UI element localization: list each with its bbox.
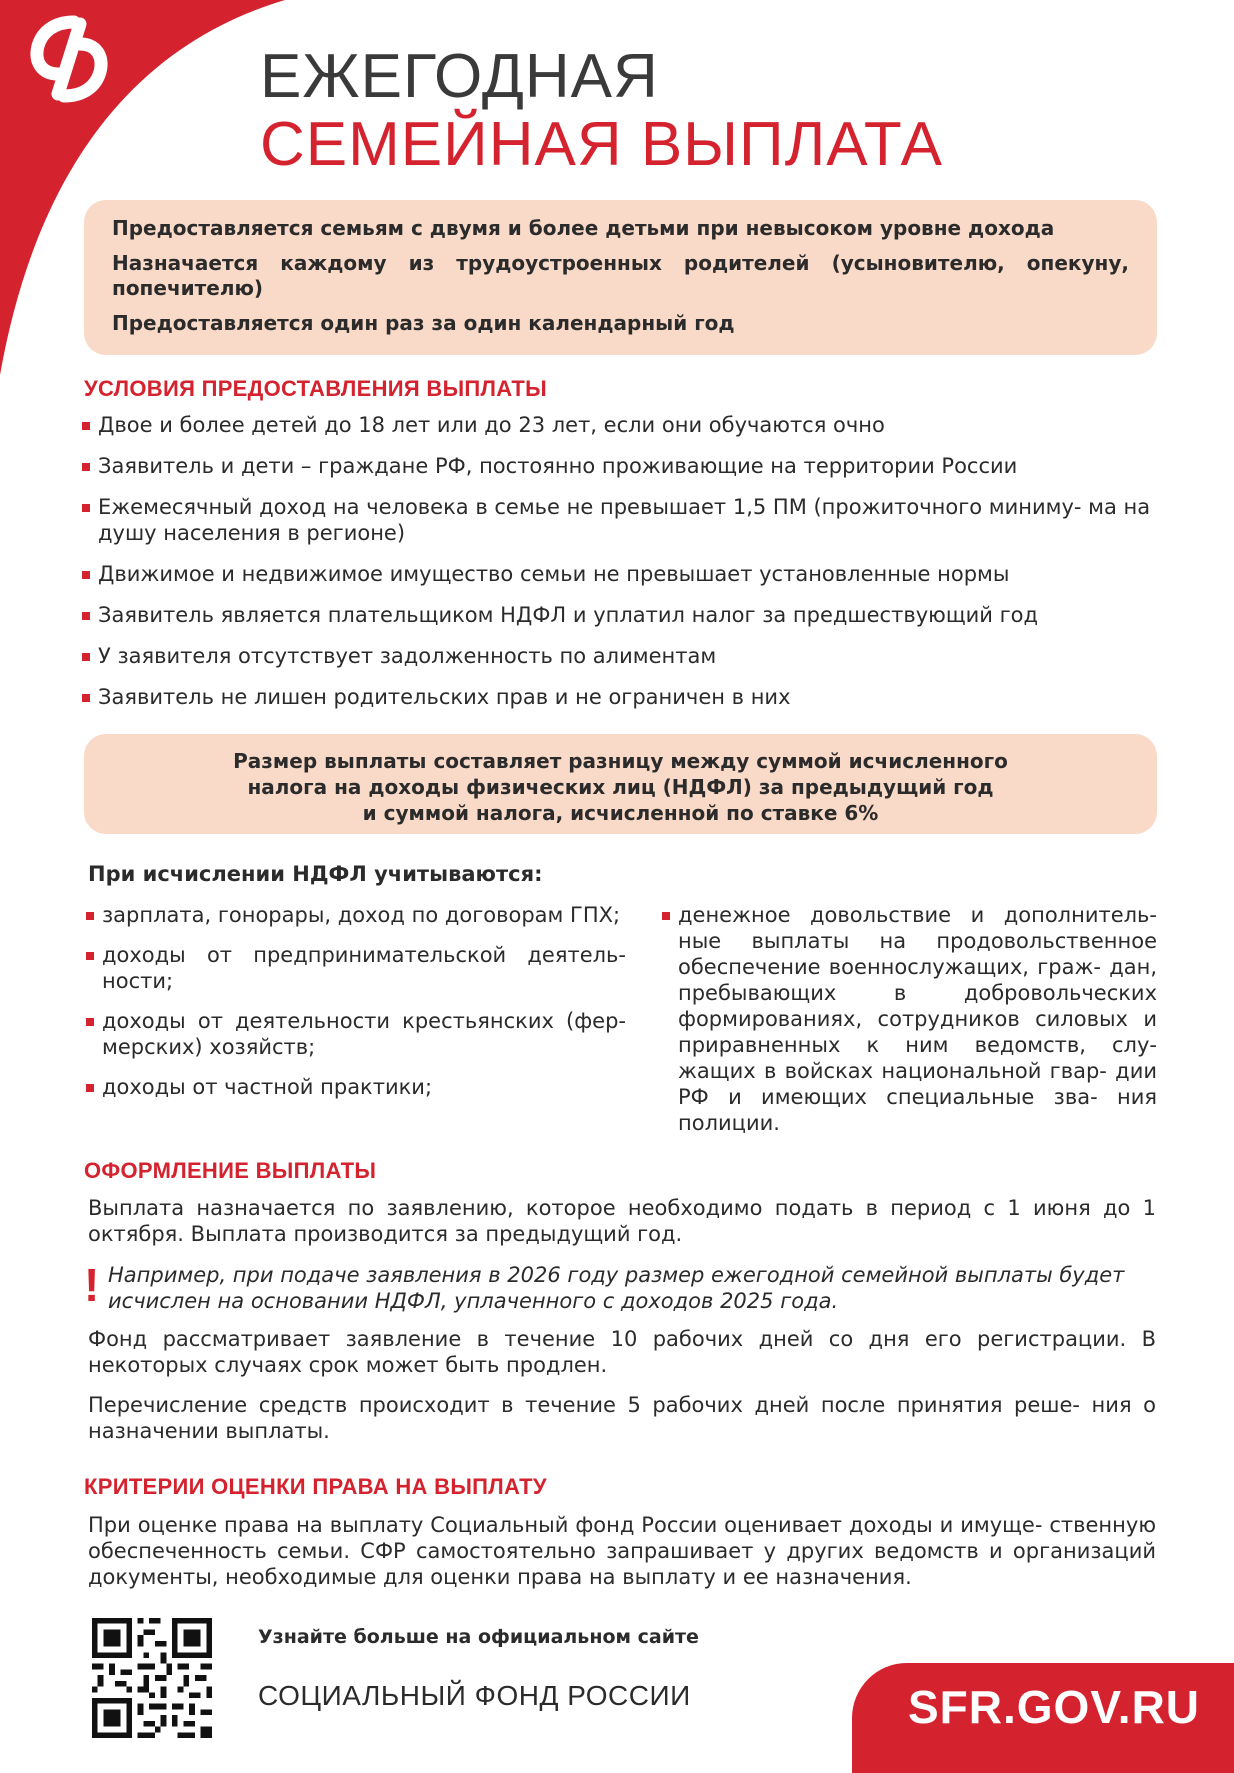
amount-text: и суммой налога, исчисленной по ставке 6% <box>362 801 879 825</box>
condition-text: Движимое и недвижимое имущество семьи не превышает установленные нормы <box>98 562 1010 586</box>
list-item <box>82 643 1162 669</box>
list-item <box>82 602 1162 628</box>
amount-panel <box>84 734 1157 834</box>
bullet-icon <box>82 571 90 579</box>
intro-text: Предоставляется семьям с двумя и более детьми при невысоком уровне дохода <box>112 216 1055 240</box>
list-item <box>82 684 1162 710</box>
bullet-icon <box>86 1084 94 1092</box>
list-item <box>86 942 626 994</box>
intro-text: Назначается каждому из трудоустроенных родителей (усыновителю, опекуну, попечителю) <box>112 251 1129 300</box>
sfr-logo-icon <box>14 14 124 104</box>
list-item <box>86 1008 626 1060</box>
registration-text: Выплата назначается по заявлению, которое необходимо подать в период с 1 июня до 1 октября. Выплата производится за предыдущий год. <box>88 1196 1156 1246</box>
qr-code-icon[interactable] <box>92 1618 212 1738</box>
criteria-text: При оценке права на выплату Социальный фонд России оценивает доходы и имуще- ственную обеспеченность семьи. СФР самостоятельно запрашивает у других ведомств и организаций документы, необходимые для оценки права на выплату и ее назначения. <box>88 1513 1156 1589</box>
amount-text: налога на доходы физических лиц (НДФЛ) за предыдущий год <box>247 775 994 799</box>
registration-heading: ОФОРМЛЕНИЕ ВЫПЛАТЫ <box>84 1158 377 1183</box>
title-line-2: СЕМЕЙНАЯ ВЫПЛАТА <box>260 110 943 179</box>
bullet-icon <box>662 912 670 920</box>
income-text: денежное довольствие и дополнитель- ные выплаты на продовольственное обеспечение военнослужащих, граж- дан, пребывающих в добровольческих формированиях, сотрудников силовых и приравненных к ним ведомств, слу- жащих в войсках национальной гвар- дии РФ и имеющих специальные зва- ния полиции. <box>678 903 1157 1135</box>
title-line-1: ЕЖЕГОДНАЯ <box>260 42 659 111</box>
list-item <box>82 494 1158 546</box>
bullet-icon <box>86 912 94 920</box>
bullet-icon <box>86 952 94 960</box>
income-text: зарплата, гонорары, доход по договорам ГПХ; <box>102 903 621 927</box>
criteria-heading: КРИТЕРИИ ОЦЕНКИ ПРАВА НА ВЫПЛАТУ <box>84 1474 547 1499</box>
bullet-icon <box>86 1018 94 1026</box>
condition-text: Заявитель является плательщиком НДФЛ и уплатил налог за предшествующий год <box>98 603 1038 627</box>
bullet-icon <box>82 612 90 620</box>
intro-text: Предоставляется один раз за один календарный год <box>112 311 735 335</box>
bullet-icon <box>82 422 90 430</box>
website-link[interactable]: SFR.GOV.RU <box>908 1681 1201 1733</box>
bullet-icon <box>82 653 90 661</box>
review-text: Фонд рассматривает заявление в течение 10 рабочих дней со дня его регистрации. В некоторых случаях срок может быть продлен. <box>88 1327 1156 1377</box>
list-item <box>82 412 1162 438</box>
income-heading: При исчислении НДФЛ учитываются: <box>88 862 543 886</box>
exclamation-icon: ! <box>84 1259 100 1311</box>
amount-text: Размер выплаты составляет разницу между суммой исчисленного <box>233 749 1008 773</box>
income-list-right <box>662 902 1157 1150</box>
condition-text: У заявителя отсутствует задолженность по алиментам <box>98 644 717 668</box>
intro-panel <box>84 200 1157 355</box>
page-title <box>260 42 943 179</box>
list-item <box>662 902 1157 1136</box>
condition-text: Ежемесячный доход на человека в семье не превышает 1,5 ПМ (прожиточного миниму- ма на душу населения в регионе) <box>98 495 1151 545</box>
transfer-text: Перечисление средств происходит в течение 5 рабочих дней после принятия реше- ния о назначении выплаты. <box>88 1393 1156 1443</box>
list-item <box>82 561 1162 587</box>
org-name: СОЦИАЛЬНЫЙ ФОНД РОССИИ <box>258 1680 691 1711</box>
list-item <box>82 453 1162 479</box>
list-item <box>86 902 626 928</box>
condition-text: Заявитель и дети – граждане РФ, постоянно проживающие на территории России <box>98 454 1018 478</box>
income-text: доходы от частной практики; <box>102 1075 433 1099</box>
example-note: Например, при подаче заявления в 2026 году размер ежегодной семейной выплаты будет исчислен на основании НДФЛ, уплаченного с доходов 2025 года. <box>108 1263 1125 1313</box>
bullet-icon <box>82 694 90 702</box>
income-list-left <box>86 902 626 1114</box>
income-text: доходы от предпринимательской деятель- ности; <box>102 943 626 993</box>
conditions-list <box>82 412 1162 725</box>
condition-text: Двое и более детей до 18 лет или до 23 лет, если они обучаются очно <box>98 413 885 437</box>
more-info-text: Узнайте больше на официальном сайте <box>258 1626 699 1648</box>
bullet-icon <box>82 463 90 471</box>
condition-text: Заявитель не лишен родительских прав и не ограничен в них <box>98 685 791 709</box>
income-text: доходы от деятельности крестьянских (фер- мерских) хозяйств; <box>102 1009 626 1059</box>
conditions-heading: УСЛОВИЯ ПРЕДОСТАВЛЕНИЯ ВЫПЛАТЫ <box>84 376 547 401</box>
list-item <box>86 1074 626 1100</box>
bullet-icon <box>82 504 90 512</box>
